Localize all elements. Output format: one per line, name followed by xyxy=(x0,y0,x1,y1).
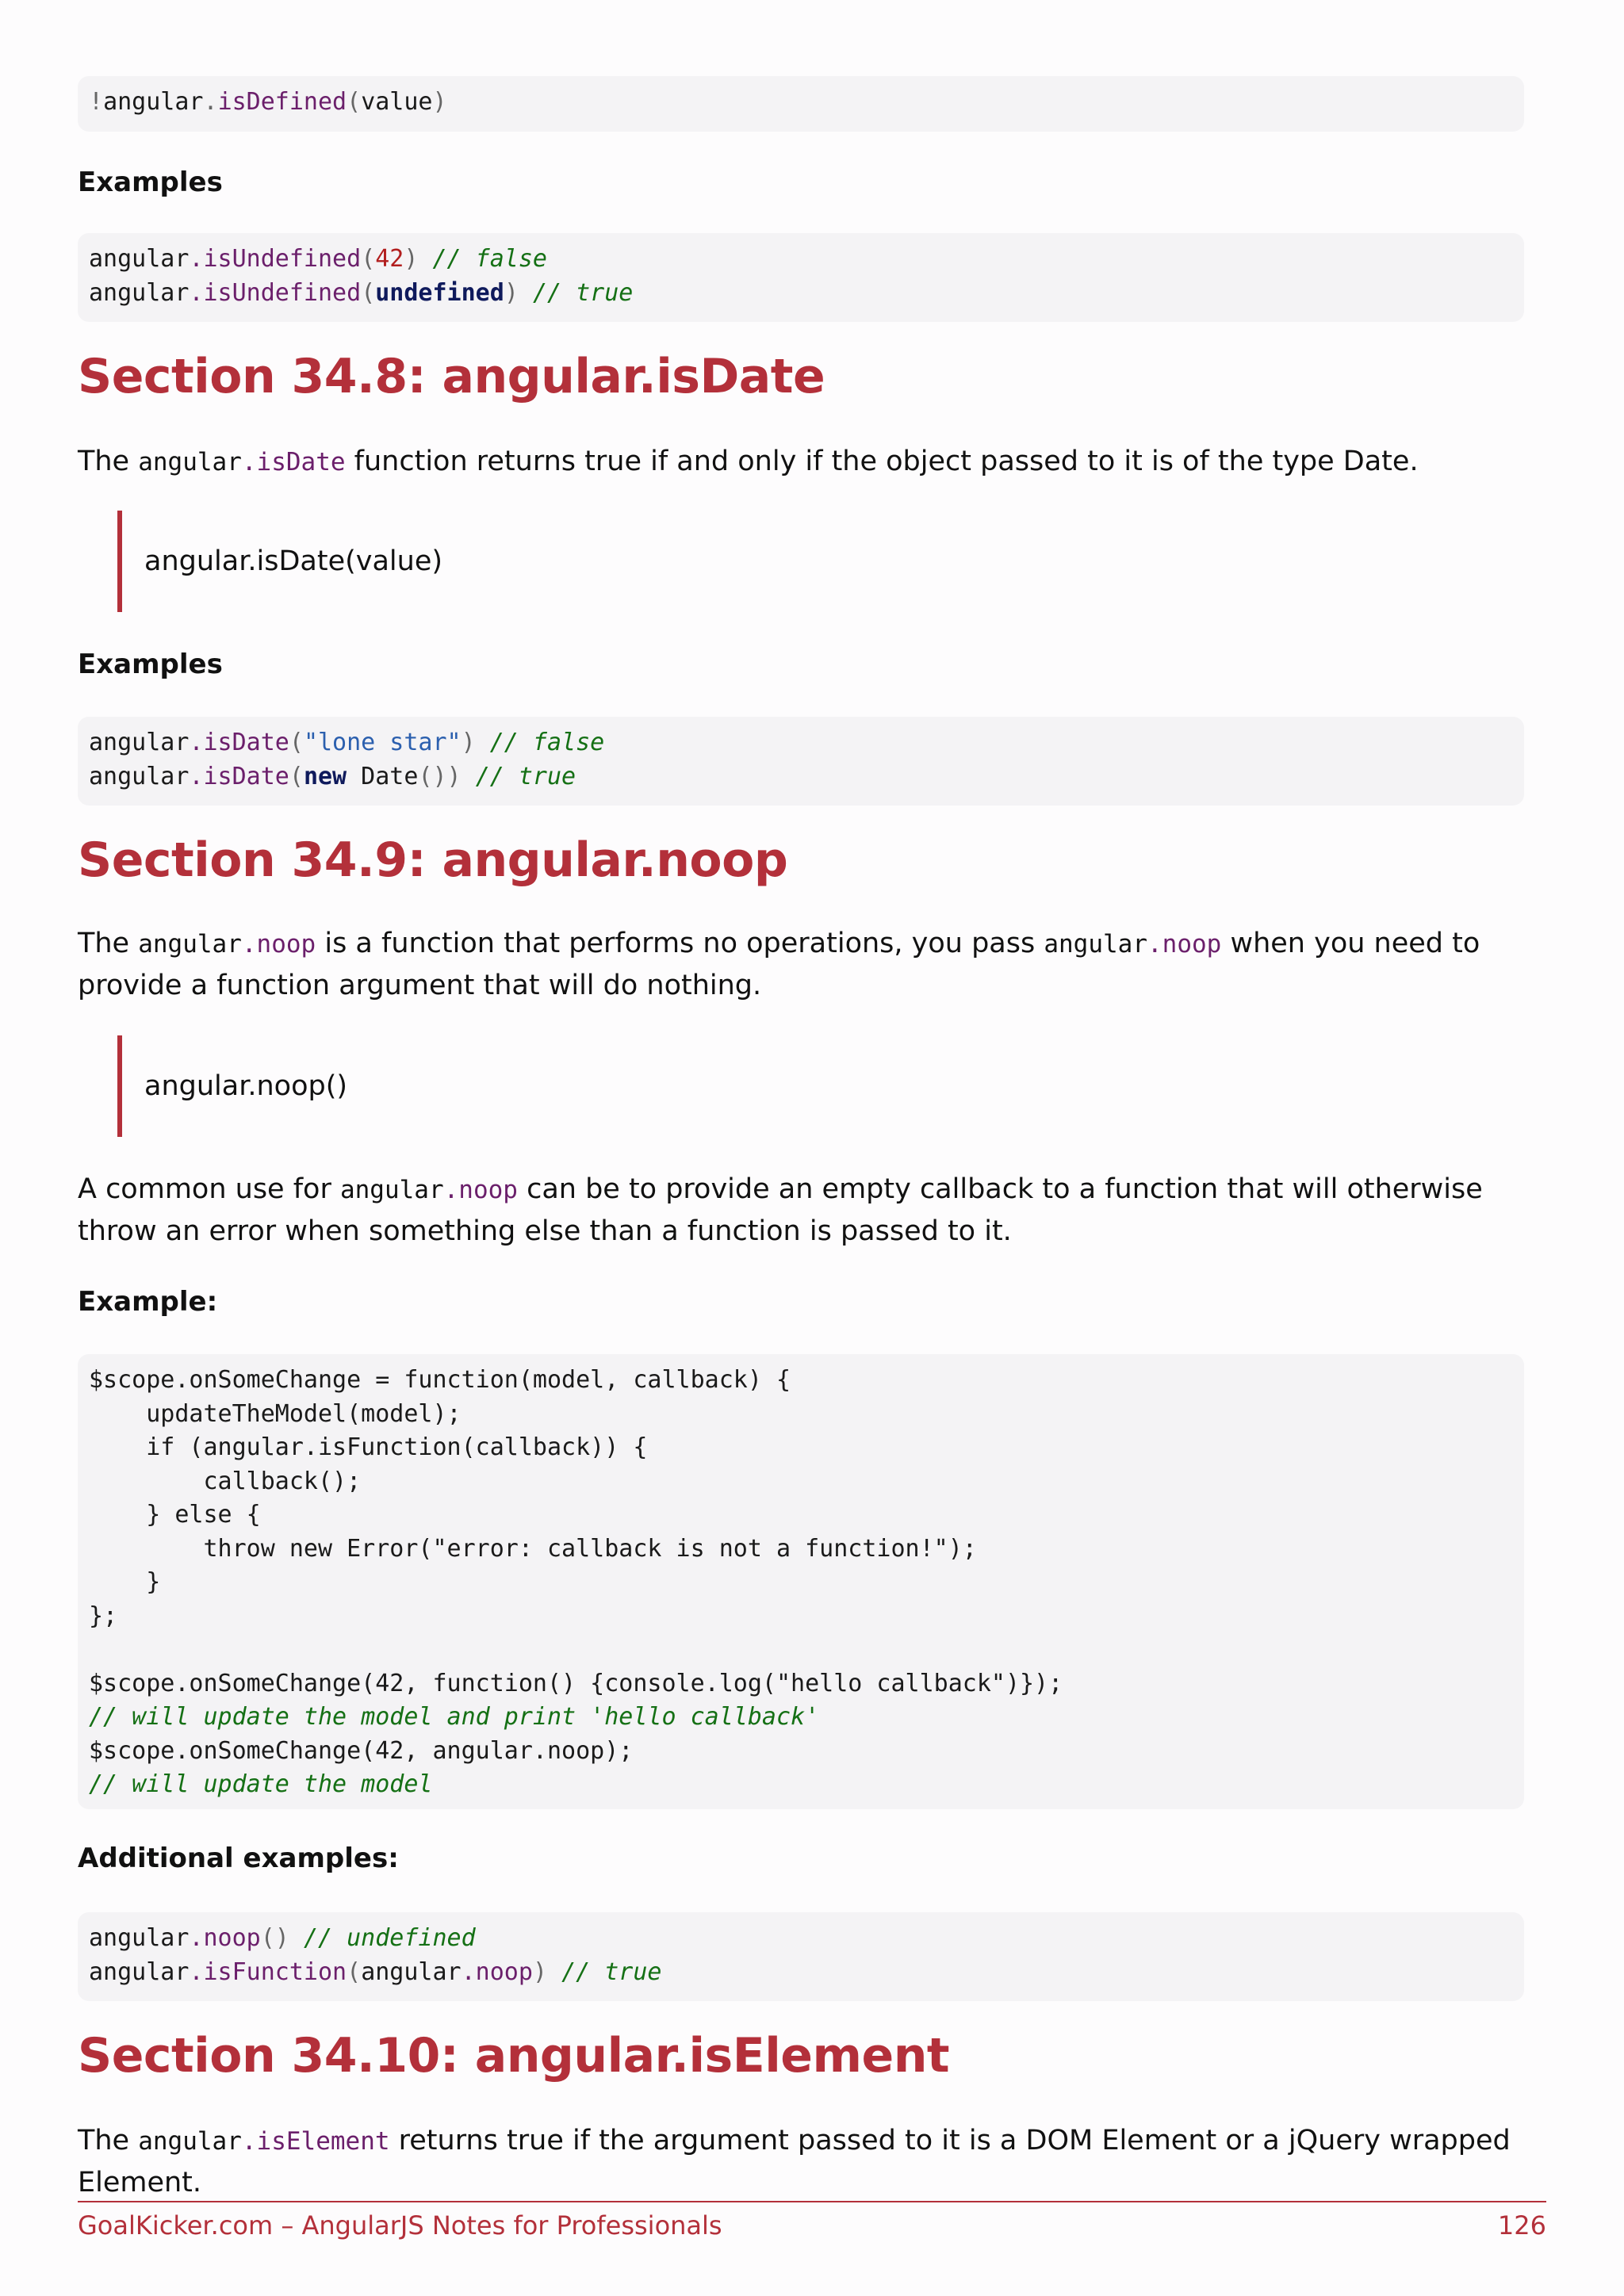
code-block-isdate xyxy=(78,717,1524,806)
code-line: $scope.onSomeChange(42, angular.noop); xyxy=(89,1736,634,1765)
code-line: } xyxy=(89,1568,161,1596)
code-line: angular.isUndefined(undefined) // true xyxy=(89,278,634,307)
code-line: angular.noop() // undefined xyxy=(89,1924,476,1952)
paragraph-isdate: The angular.isDate function returns true if and only if the object passed to it is of the type Date. xyxy=(78,446,1419,477)
examples-heading: Examples xyxy=(78,649,223,680)
syntax-quote-noop: angular.noop() xyxy=(117,1035,347,1137)
code-block-noop-example xyxy=(78,1354,1524,1809)
footer-page-number: 126 xyxy=(1497,2210,1546,2241)
section-title-noop: Section 34.9: angular.noop xyxy=(78,832,788,888)
inline-code: angular.isElement xyxy=(138,2127,390,2156)
section-title-isdate: Section 34.8: angular.isDate xyxy=(78,349,825,404)
code-block-isundefined xyxy=(78,233,1524,322)
code-line: if (angular.isFunction(callback)) { xyxy=(89,1433,648,1461)
footer-divider xyxy=(78,2201,1546,2202)
code-block-noop-additional xyxy=(78,1912,1524,2001)
code-line: } else { xyxy=(89,1501,261,1529)
code-line: $scope.onSomeChange = function(model, callback) { xyxy=(89,1366,791,1394)
code-line: }; xyxy=(89,1601,118,1630)
inline-code: angular.isDate xyxy=(138,448,346,476)
code-comment: // will update the model xyxy=(89,1770,433,1798)
code-line: angular.isFunction(angular.noop) // true xyxy=(89,1957,662,1986)
code-line: updateTheModel(model); xyxy=(89,1399,462,1428)
code-line: angular.isDate(new Date()) // true xyxy=(89,762,576,790)
section-title-iselement: Section 34.10: angular.isElement xyxy=(78,2028,950,2084)
inline-code: angular.noop xyxy=(1044,930,1222,959)
code-line: callback(); xyxy=(89,1467,362,1495)
syntax-quote-isdate: angular.isDate(value) xyxy=(117,511,442,612)
paragraph-iselement: The angular.isElement returns true if the argument passed to it is a DOM Element or a jQuery wrapped Element. xyxy=(78,2125,1511,2198)
paragraph-noop-intro: The angular.noop is a function that performs no operations, you pass angular.noop when you need to provide a function argument that will do nothing. xyxy=(78,928,1480,1001)
code-line: angular.isDate("lone star") // false xyxy=(89,729,605,756)
code-line: $scope.onSomeChange(42, function() {console.log("hello callback")}); xyxy=(89,1669,1063,1697)
code-comment: // will update the model and print 'hello callback' xyxy=(89,1703,820,1731)
code-block-isdefined xyxy=(78,76,1524,132)
footer-book-title: GoalKicker.com – AngularJS Notes for Professionals xyxy=(78,2210,722,2241)
code-line: throw new Error("error: callback is not a function!"); xyxy=(89,1534,977,1563)
code-line: angular.isUndefined(42) // false xyxy=(89,245,547,273)
additional-examples-heading: Additional examples: xyxy=(78,1843,399,1874)
inline-code: angular.noop xyxy=(339,1176,518,1204)
inline-code: angular.noop xyxy=(138,930,316,959)
paragraph-noop-usage: A common use for angular.noop can be to provide an empty callback to a function that will otherwise throw an error when something else than a function is passed to it. xyxy=(78,1173,1483,1247)
example-heading: Example: xyxy=(78,1286,218,1318)
code-line: !angular.isDefined(value) xyxy=(89,88,447,116)
examples-heading: Examples xyxy=(78,166,223,198)
